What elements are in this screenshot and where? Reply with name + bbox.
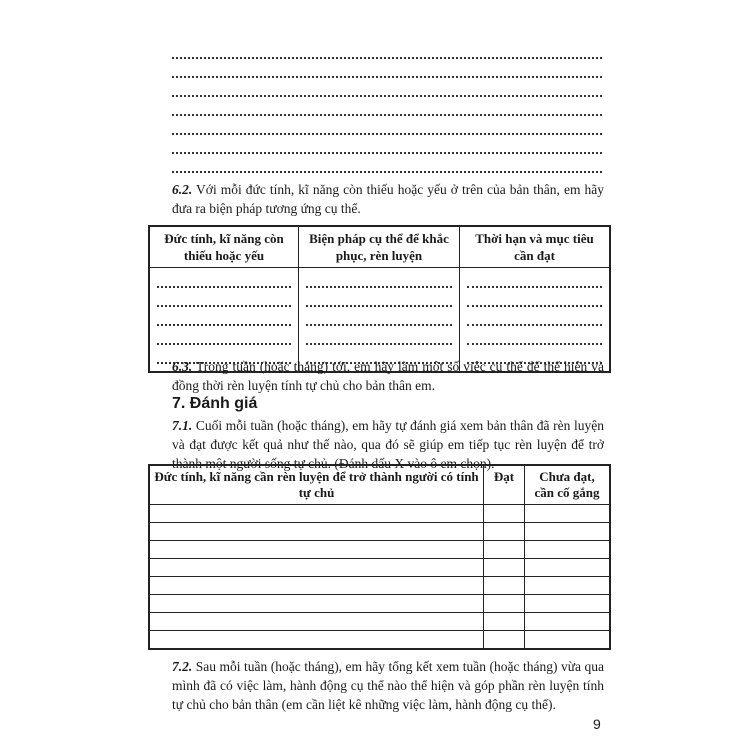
answer-line[interactable] (172, 154, 602, 173)
checkbox-cell[interactable] (525, 577, 611, 595)
answer-line[interactable] (172, 135, 602, 154)
table-cell[interactable] (149, 523, 484, 541)
table-header-cell: Đức tính, kĩ năng còn thiếu hoặc yếu (149, 226, 299, 268)
answer-line[interactable] (172, 78, 602, 97)
checkbox-cell[interactable] (484, 523, 525, 541)
table-6-2 (148, 225, 611, 373)
answer-lines-top (172, 40, 602, 173)
table-cell[interactable] (149, 595, 484, 613)
table-row (149, 613, 610, 631)
table-cell[interactable] (149, 577, 484, 595)
checkbox-cell[interactable] (484, 577, 525, 595)
answer-line[interactable] (172, 116, 602, 135)
table-cell[interactable] (149, 505, 484, 523)
table-row (149, 631, 610, 650)
table-header-cell: Đạt (484, 465, 525, 505)
answer-line[interactable] (172, 40, 602, 59)
table-row (149, 541, 610, 559)
table-header-cell: Biện pháp cụ thể để khắc phục, rèn luyện (299, 226, 460, 268)
table-row (149, 559, 610, 577)
checkbox-cell[interactable] (525, 559, 611, 577)
exercise-text: Cuối mỗi tuần (hoặc tháng), em hãy tự đánh giá xem bản thân đã rèn luyện và đạt được kết quả như thế nào, qua đó sẽ giúp em tiếp tục rèn luyện để trở thành một người sống tự chủ. (Đánh dấu X vào ô em chọn). (172, 418, 604, 471)
checkbox-cell[interactable] (525, 595, 611, 613)
table-header-cell: Thời hạn và mục tiêu cần đạt (460, 226, 611, 268)
section-title: 7. Đánh giá (172, 395, 258, 412)
table-cell[interactable] (149, 541, 484, 559)
checkbox-cell[interactable] (525, 505, 611, 523)
table-header-cell: Đức tính, kĩ năng cần rèn luyện để trở thành người có tính tự chủ (149, 465, 484, 505)
exercise-6-2 (172, 180, 604, 218)
table-row (149, 505, 610, 523)
table-cell[interactable] (149, 631, 484, 650)
checkbox-cell[interactable] (484, 613, 525, 631)
exercise-text: Sau mỗi tuần (hoặc tháng), em hãy tổng kết xem tuần (hoặc tháng) vừa qua mình đã có việc làm, hành động cụ thể nào thể hiện và góp phần rèn luyện tính tự chủ cho bản thân (em cần liệt kê những việc làm, hành động cụ thể). (172, 659, 604, 712)
exercise-number: 7.2. (172, 659, 193, 674)
table-cell[interactable] (149, 613, 484, 631)
checkbox-cell[interactable] (484, 631, 525, 650)
checkbox-cell[interactable] (484, 595, 525, 613)
checkbox-cell[interactable] (525, 523, 611, 541)
exercise-6-3 (172, 357, 604, 395)
table-7-1 (148, 464, 611, 650)
checkbox-cell[interactable] (525, 613, 611, 631)
table-header-row (149, 226, 610, 268)
exercise-text: Trong tuần (hoặc tháng) tới, em hãy làm một số việc cụ thể để thể hiện và đồng thời rèn luyện tính tự chủ cho bản thân em. (172, 359, 604, 393)
checkbox-cell[interactable] (484, 505, 525, 523)
answer-line[interactable] (172, 59, 602, 78)
table-row (149, 595, 610, 613)
table-header-cell: Chưa đạt, cần cố gắng (525, 465, 611, 505)
table-cell[interactable] (149, 559, 484, 577)
checkbox-cell[interactable] (484, 541, 525, 559)
table-row (149, 577, 610, 595)
checkbox-cell[interactable] (525, 631, 611, 650)
table-row (149, 523, 610, 541)
answer-line[interactable] (172, 97, 602, 116)
exercise-number: 6.2. (172, 182, 193, 197)
exercise-number: 6.3. (172, 359, 193, 374)
checkbox-cell[interactable] (525, 541, 611, 559)
exercise-text: Với mỗi đức tính, kĩ năng còn thiếu hoặc yếu ở trên của bản thân, em hãy đưa ra biện pháp tương ứng cụ thể. (172, 182, 604, 216)
exercise-number: 7.1. (172, 418, 193, 433)
page-number: 9 (593, 716, 601, 732)
table-header-row (149, 465, 610, 505)
checkbox-cell[interactable] (484, 559, 525, 577)
exercise-7-2 (172, 657, 604, 714)
